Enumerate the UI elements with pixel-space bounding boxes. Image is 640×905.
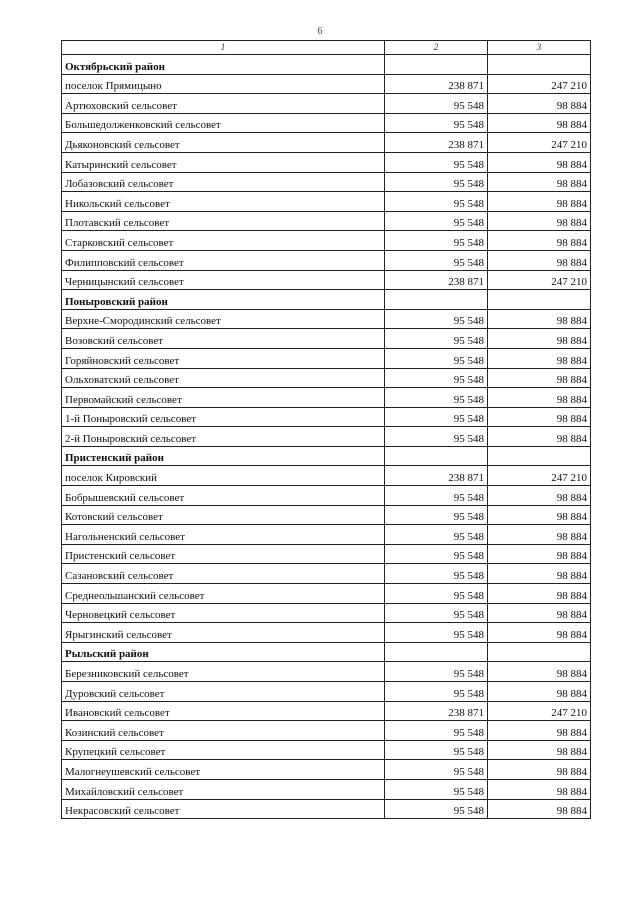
name-cell: Ольховатский сельсовет	[62, 368, 385, 388]
table-row	[62, 152, 591, 172]
amount-col-2-cell	[385, 446, 488, 466]
amount-col-3-cell: 98 884	[488, 721, 591, 741]
table-row	[62, 211, 591, 231]
amount-col-2-cell: 95 548	[385, 662, 488, 682]
table-row	[62, 270, 591, 290]
amount-col-3-cell: 247 210	[488, 466, 591, 486]
table-row	[62, 682, 591, 702]
table-row	[62, 113, 591, 133]
district-header-row	[62, 642, 591, 662]
amount-col-2-cell: 238 871	[385, 466, 488, 486]
name-cell: Ивановский сельсовет	[62, 701, 385, 721]
amount-col-3-cell: 98 884	[488, 309, 591, 329]
table-row	[62, 799, 591, 819]
amount-col-3-cell: 98 884	[488, 231, 591, 251]
amount-col-2-cell: 95 548	[385, 799, 488, 819]
name-cell: Малогнеушевский сельсовет	[62, 760, 385, 780]
amount-col-3-cell: 98 884	[488, 544, 591, 564]
name-cell: 2-й Поныровский сельсовет	[62, 427, 385, 447]
amount-col-3-cell: 98 884	[488, 779, 591, 799]
table-row	[62, 486, 591, 506]
amount-col-2-cell: 95 548	[385, 388, 488, 408]
district-header-row	[62, 290, 591, 310]
table-row	[62, 172, 591, 192]
table-row	[62, 544, 591, 564]
amount-col-2-cell: 95 548	[385, 564, 488, 584]
name-cell: Артюховский сельсовет	[62, 94, 385, 114]
name-cell: Котовский сельсовет	[62, 505, 385, 525]
table-row	[62, 192, 591, 212]
amount-col-2-cell: 95 548	[385, 486, 488, 506]
name-cell: Рыльский район	[62, 642, 385, 662]
amount-col-2-cell: 95 548	[385, 623, 488, 643]
name-cell: Дуровский сельсовет	[62, 682, 385, 702]
name-cell: Никольский сельсовет	[62, 192, 385, 212]
amount-col-2-cell: 95 548	[385, 329, 488, 349]
name-cell: Пристенский сельсовет	[62, 544, 385, 564]
amount-col-2-cell: 238 871	[385, 270, 488, 290]
amount-col-3-cell: 98 884	[488, 407, 591, 427]
district-header-row	[62, 446, 591, 466]
table-row	[62, 250, 591, 270]
header-col-1: 1	[62, 41, 385, 55]
amount-col-3-cell: 98 884	[488, 799, 591, 819]
name-cell: поселок Кировский	[62, 466, 385, 486]
table-row	[62, 309, 591, 329]
amount-col-3-cell: 98 884	[488, 564, 591, 584]
amount-col-2-cell: 95 548	[385, 740, 488, 760]
name-cell: Бобрышевский сельсовет	[62, 486, 385, 506]
amount-col-3-cell: 98 884	[488, 682, 591, 702]
name-cell: Дьяконовский сельсовет	[62, 133, 385, 153]
amount-col-2-cell: 95 548	[385, 192, 488, 212]
table-header-row	[62, 41, 591, 55]
name-cell: Горяйновский сельсовет	[62, 348, 385, 368]
amount-col-3-cell	[488, 642, 591, 662]
name-cell: поселок Прямицыно	[62, 74, 385, 94]
table-row	[62, 603, 591, 623]
name-cell: Черновецкий сельсовет	[62, 603, 385, 623]
amount-col-2-cell: 95 548	[385, 721, 488, 741]
name-cell: Старковский сельсовет	[62, 231, 385, 251]
amount-col-2-cell: 95 548	[385, 584, 488, 604]
amount-col-2-cell	[385, 642, 488, 662]
name-cell: Нагольненский сельсовет	[62, 525, 385, 545]
amount-col-3-cell: 247 210	[488, 133, 591, 153]
table-row	[62, 407, 591, 427]
amount-col-2-cell: 95 548	[385, 544, 488, 564]
amount-col-2-cell: 238 871	[385, 133, 488, 153]
amount-col-3-cell: 98 884	[488, 603, 591, 623]
amount-col-2-cell: 95 548	[385, 152, 488, 172]
table-row	[62, 231, 591, 251]
amount-col-3-cell: 98 884	[488, 211, 591, 231]
table-row	[62, 701, 591, 721]
name-cell: Октябрьский район	[62, 55, 385, 75]
name-cell: Черницынский сельсовет	[62, 270, 385, 290]
amount-col-2-cell: 95 548	[385, 309, 488, 329]
amount-col-2-cell: 95 548	[385, 525, 488, 545]
table-row	[62, 584, 591, 604]
amount-col-2-cell	[385, 55, 488, 75]
amount-col-3-cell: 98 884	[488, 348, 591, 368]
amount-col-2-cell: 95 548	[385, 368, 488, 388]
name-cell: Козинский сельсовет	[62, 721, 385, 741]
amount-col-2-cell: 95 548	[385, 427, 488, 447]
amount-col-2-cell: 95 548	[385, 113, 488, 133]
table-row	[62, 94, 591, 114]
amount-col-3-cell: 247 210	[488, 270, 591, 290]
amount-col-3-cell: 98 884	[488, 152, 591, 172]
name-cell: Пристенский район	[62, 446, 385, 466]
amount-col-3-cell: 98 884	[488, 113, 591, 133]
amount-col-2-cell: 238 871	[385, 701, 488, 721]
table-row	[62, 740, 591, 760]
name-cell: Сазановский сельсовет	[62, 564, 385, 584]
amount-col-2-cell: 95 548	[385, 348, 488, 368]
table-row	[62, 760, 591, 780]
amount-col-2-cell: 238 871	[385, 74, 488, 94]
amount-col-3-cell: 98 884	[488, 525, 591, 545]
amount-col-2-cell: 95 548	[385, 760, 488, 780]
amount-col-2-cell: 95 548	[385, 94, 488, 114]
amount-col-3-cell: 98 884	[488, 505, 591, 525]
table-body	[62, 41, 591, 819]
amount-col-3-cell: 98 884	[488, 584, 591, 604]
amount-col-2-cell: 95 548	[385, 172, 488, 192]
amount-col-3-cell	[488, 446, 591, 466]
name-cell: Верхне-Смородинский сельсовет	[62, 309, 385, 329]
amount-col-2-cell	[385, 290, 488, 310]
header-col-2: 2	[385, 41, 488, 55]
amount-col-3-cell	[488, 55, 591, 75]
amount-col-2-cell: 95 548	[385, 505, 488, 525]
name-cell: Среднеольшанский сельсовет	[62, 584, 385, 604]
table-row	[62, 564, 591, 584]
name-cell: Возовский сельсовет	[62, 329, 385, 349]
amount-col-3-cell: 98 884	[488, 94, 591, 114]
amount-col-3-cell: 98 884	[488, 368, 591, 388]
amount-col-3-cell: 98 884	[488, 329, 591, 349]
table-row	[62, 368, 591, 388]
table-row	[62, 348, 591, 368]
table-row	[62, 779, 591, 799]
amount-col-2-cell: 95 548	[385, 211, 488, 231]
amount-col-2-cell: 95 548	[385, 779, 488, 799]
amount-col-3-cell	[488, 290, 591, 310]
name-cell: Первомайский сельсовет	[62, 388, 385, 408]
amount-col-3-cell: 98 884	[488, 662, 591, 682]
page-number: 6	[317, 26, 323, 37]
budget-table	[61, 40, 591, 819]
amount-col-2-cell: 95 548	[385, 682, 488, 702]
name-cell: Березниковский сельсовет	[62, 662, 385, 682]
amount-col-3-cell: 98 884	[488, 623, 591, 643]
amount-col-3-cell: 98 884	[488, 192, 591, 212]
amount-col-2-cell: 95 548	[385, 407, 488, 427]
table-row	[62, 388, 591, 408]
amount-col-3-cell: 98 884	[488, 760, 591, 780]
amount-col-3-cell: 247 210	[488, 701, 591, 721]
amount-col-2-cell: 95 548	[385, 250, 488, 270]
name-cell: Некрасовский сельсовет	[62, 799, 385, 819]
table-row	[62, 623, 591, 643]
name-cell: Крупецкий сельсовет	[62, 740, 385, 760]
name-cell: 1-й Поныровский сельсовет	[62, 407, 385, 427]
amount-col-3-cell: 247 210	[488, 74, 591, 94]
name-cell: Большедолженковский сельсовет	[62, 113, 385, 133]
amount-col-3-cell: 98 884	[488, 250, 591, 270]
table-row	[62, 525, 591, 545]
name-cell: Михайловский сельсовет	[62, 779, 385, 799]
amount-col-3-cell: 98 884	[488, 388, 591, 408]
name-cell: Филипповский сельсовет	[62, 250, 385, 270]
amount-col-3-cell: 98 884	[488, 172, 591, 192]
name-cell: Плотавский сельсовет	[62, 211, 385, 231]
name-cell: Катыринский сельсовет	[62, 152, 385, 172]
table-row	[62, 329, 591, 349]
table-row	[62, 721, 591, 741]
table-row	[62, 133, 591, 153]
table-row	[62, 505, 591, 525]
name-cell: Ярыгинский сельсовет	[62, 623, 385, 643]
amount-col-2-cell: 95 548	[385, 231, 488, 251]
amount-col-3-cell: 98 884	[488, 740, 591, 760]
amount-col-3-cell: 98 884	[488, 427, 591, 447]
district-header-row	[62, 55, 591, 75]
table-row	[62, 74, 591, 94]
name-cell: Поныровский район	[62, 290, 385, 310]
amount-col-3-cell: 98 884	[488, 486, 591, 506]
table-row	[62, 466, 591, 486]
header-col-3: 3	[488, 41, 591, 55]
name-cell: Лобазовский сельсовет	[62, 172, 385, 192]
amount-col-2-cell: 95 548	[385, 603, 488, 623]
table-row	[62, 662, 591, 682]
table-row	[62, 427, 591, 447]
